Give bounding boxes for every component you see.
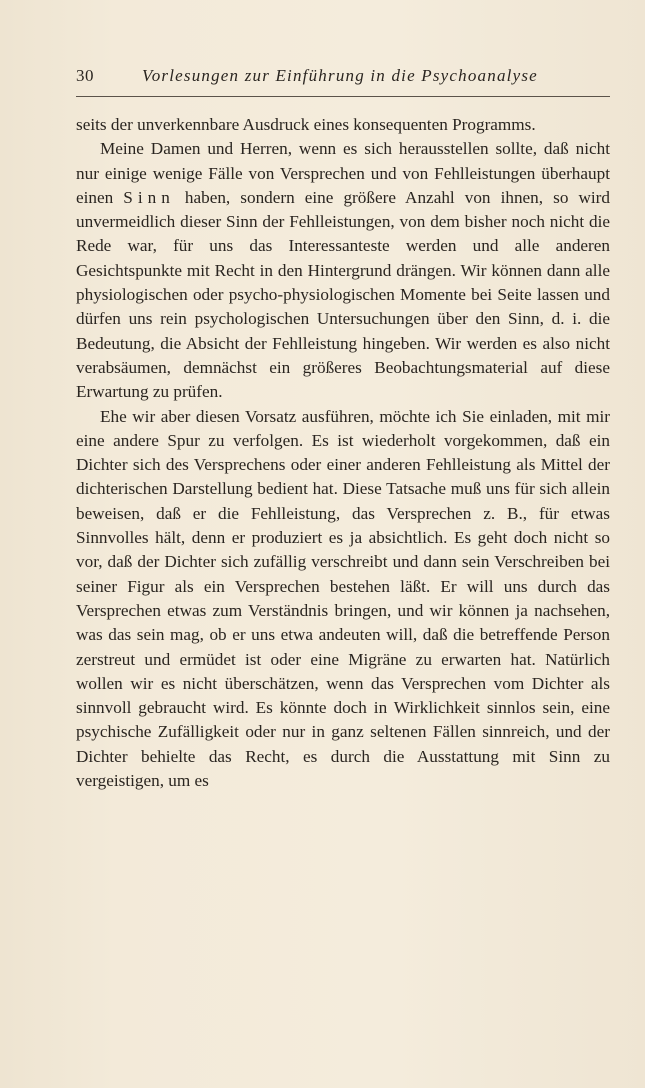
page-number: 30 <box>76 66 94 85</box>
paragraph <box>76 113 610 137</box>
paragraph-text: Ehe wir aber diesen Vorsatz ausführen, möchte ich Sie einladen, mit mir eine andere Spur zu verfolgen. Es ist wiederholt vorgekommen, daß ein Dichter sich des Versprechens oder einer anderen Fehlleistung als Mittel der dichterischen Darstellung bedient hat. Diese Tatsache muß uns für sich allein beweisen, daß er die Fehlleistung, das Versprechen z. B., für etwas Sinnvolles hält, denn er produziert es ja absichtlich. Es geht doch nicht so vor, daß der Dichter sich zufällig verschreibt und dann sein Verschreiben bei seiner Figur als ein Versprechen bestehen läßt. Er will uns durch das Versprechen etwas zum Verständnis bringen, und wir können ja nachsehen, was das sein mag, ob er uns etwa andeuten will, daß die betreffende Person zerstreut und ermüdet ist oder eine Migräne zu erwarten hat. Natürlich wollen wir es nicht überschätzen, wenn das Versprechen vom Dichter als sinnvoll gebraucht wird. Es könnte doch in Wirklichkeit sinnlos sein, eine psychische Zufälligkeit oder nur in ganz seltenen Fällen sinnreich, und der Dichter behielte das Recht, es durch die Ausstattung mit Sinn zu vergeistigen, um es <box>76 406 610 791</box>
paragraph-text: Meine Damen und Herren, wenn es sich herausstellen sollte, daß nicht nur einige wenige Fälle von Versprechen und von Fehlleistungen überhaupt einen <box>76 139 610 207</box>
paragraph-text: haben, sondern eine größere Anzahl von ihnen, so wird unvermeidlich dieser Sinn der Fehlleistungen, von dem bisher noch nicht die Rede war, für uns das Interessanteste werden und alle anderen Gesichtspunkte mit Recht in den Hintergrund drängen. Wir können dann alle physiologischen oder psycho-physiologischen Momente bei Seite lassen und dürfen uns rein psychologischen Untersuchungen über den Sinn, d. i. die Bedeutung, die Absicht der Fehlleistung hingeben. Wir werden es also nicht verabsäumen, demnächst ein größeres Beobachtungsmaterial auf diese Erwartung zu prüfen. <box>76 187 610 402</box>
running-head: Vorlesungen zur Einführung in die Psychoanalyse <box>142 66 538 85</box>
paragraph <box>76 405 610 794</box>
header-rule <box>76 96 610 97</box>
page-header <box>76 66 610 94</box>
paragraph <box>76 137 610 404</box>
body-text <box>76 113 610 793</box>
emphasized-word: Sinn <box>123 187 175 207</box>
paragraph-text: seits der unverkennbare Ausdruck eines konsequenten Programms. <box>76 115 536 134</box>
